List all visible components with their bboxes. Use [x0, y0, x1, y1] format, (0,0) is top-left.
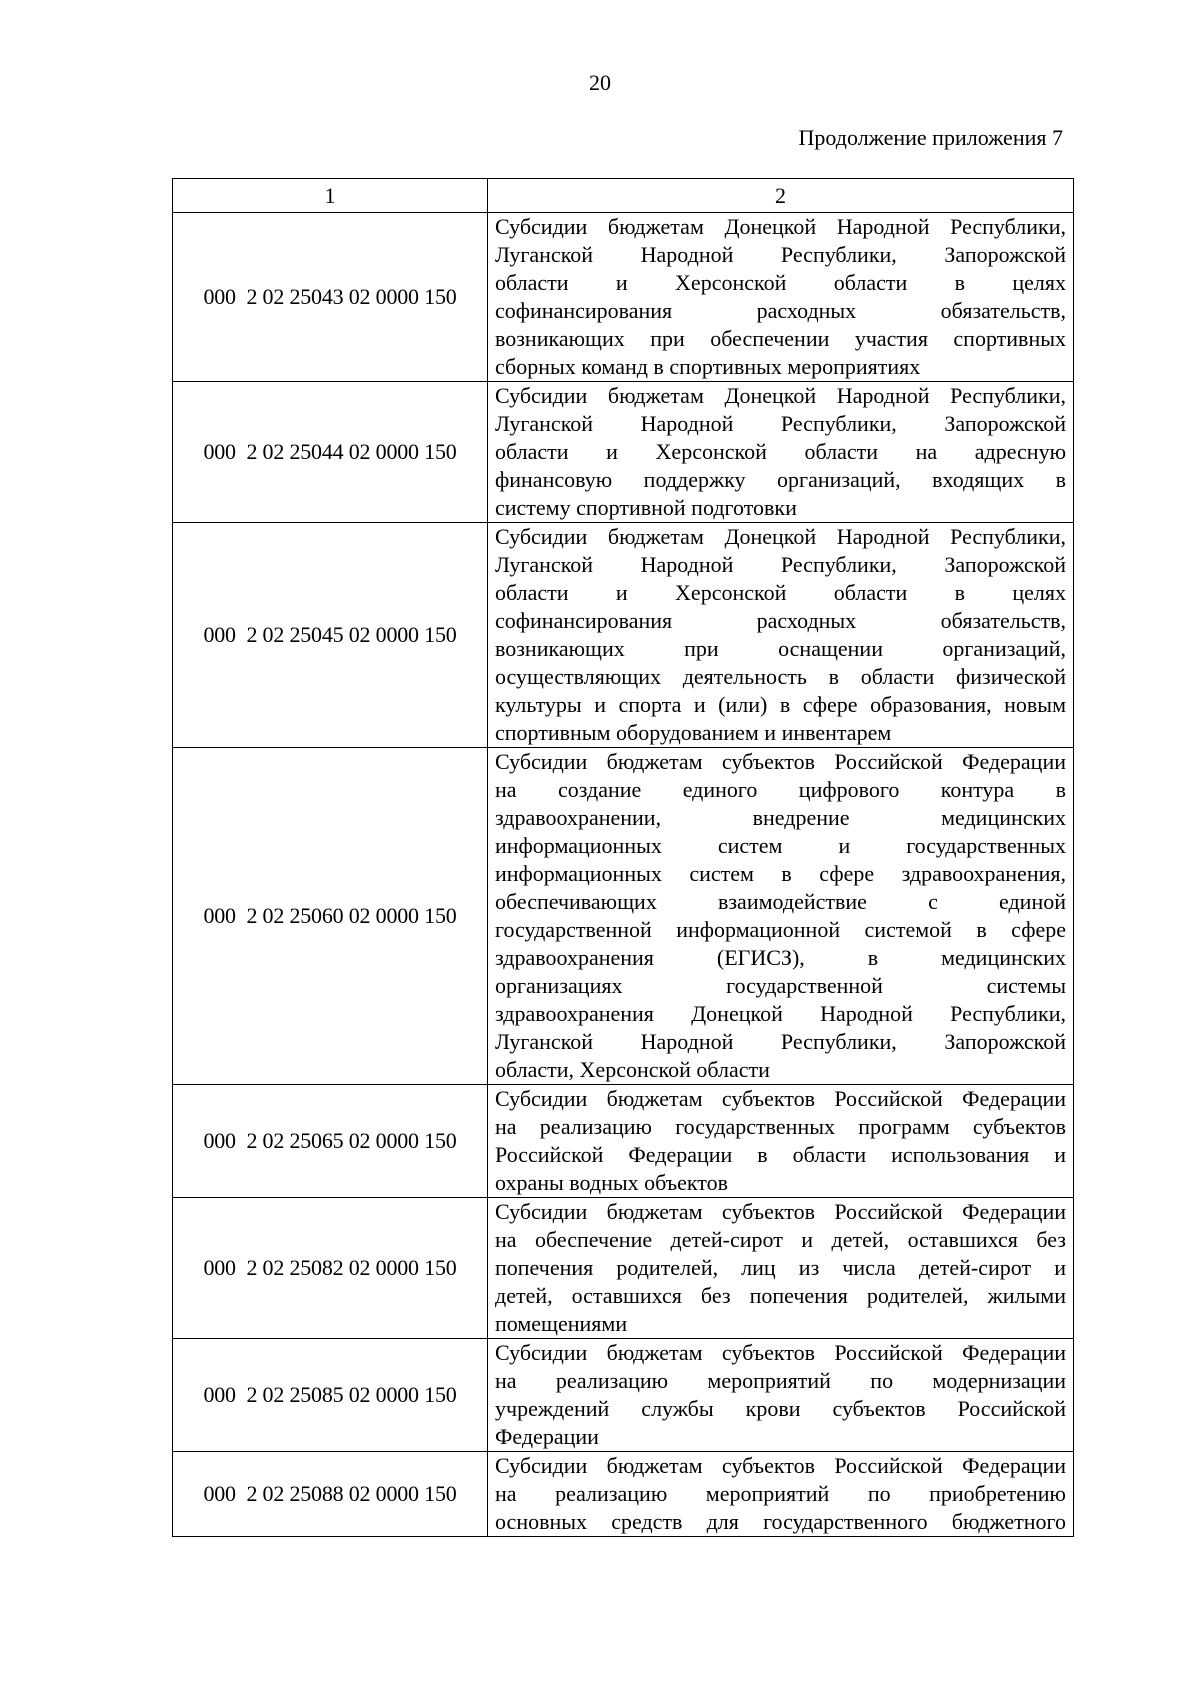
- budget-code-cell: 000 2 02 25043 02 0000 150: [173, 213, 488, 382]
- column-header-1: 1: [173, 179, 488, 213]
- description-line: области и Херсонской области в целях: [495, 580, 1066, 605]
- description-cell: [488, 1198, 1074, 1339]
- description-line: Субсидии бюджетам Донецкой Народной Республики,: [495, 214, 1066, 239]
- description-line: здравоохранения (ЕГИСЗ), в медицинских: [495, 945, 1066, 970]
- description-line: на реализацию мероприятий по модернизации: [495, 1368, 1066, 1393]
- description-line: на реализацию мероприятий по приобретению: [495, 1481, 1066, 1506]
- description-cell: [488, 1452, 1074, 1537]
- description-line: софинансирования расходных обязательств,: [495, 298, 1066, 323]
- description-line: на реализацию государственных программ субъектов: [495, 1114, 1066, 1139]
- description-cell: [488, 748, 1074, 1085]
- description-line: Субсидии бюджетам субъектов Российской Федерации: [495, 1453, 1066, 1478]
- column-header-2: 2: [488, 179, 1074, 213]
- description-cell: [488, 213, 1074, 382]
- description-line: помещениями: [495, 1311, 628, 1336]
- description-line: области и Херсонской области в целях: [495, 270, 1066, 295]
- description-cell: [488, 523, 1074, 748]
- description-line: здравоохранения Донецкой Народной Республики,: [495, 1001, 1066, 1026]
- description-line: финансовую поддержку организаций, входящих в: [495, 467, 1066, 492]
- description-line: на создание единого цифрового контура в: [495, 777, 1066, 802]
- description-line: Субсидии бюджетам субъектов Российской Федерации: [495, 1199, 1066, 1224]
- description-line: Субсидии бюджетам субъектов Российской Федерации: [495, 749, 1066, 774]
- description-cell: [488, 1339, 1074, 1452]
- description-line: обеспечивающих взаимодействие с единой: [495, 889, 1066, 914]
- description-line: сборных команд в спортивных мероприятиях: [495, 354, 921, 379]
- description-line: Российской Федерации в области использования и: [495, 1142, 1066, 1167]
- budget-code-cell: 000 2 02 25065 02 0000 150: [173, 1085, 488, 1198]
- description-line: осуществляющих деятельность в области физической: [495, 664, 1066, 689]
- description-line: систему спортивной подготовки: [495, 495, 797, 520]
- table-row: [173, 523, 1074, 748]
- description-cell: [488, 1085, 1074, 1198]
- description-line: охраны водных объектов: [495, 1170, 729, 1195]
- budget-classification-table: [172, 178, 1074, 1537]
- description-cell: [488, 382, 1074, 523]
- description-line: возникающих при обеспечении участия спортивных: [495, 326, 1066, 351]
- description-line: на обеспечение детей-сирот и детей, оставшихся без: [495, 1227, 1066, 1252]
- description-line: софинансирования расходных обязательств,: [495, 608, 1066, 633]
- page-number: 20: [589, 70, 611, 95]
- description-line: основных средств для государственного бюджетного: [495, 1509, 1066, 1534]
- description-line: информационных систем и государственных: [495, 833, 1066, 858]
- table-row: [173, 1198, 1074, 1339]
- description-line: Субсидии бюджетам субъектов Российской Федерации: [495, 1086, 1066, 1111]
- description-line: Луганской Народной Республики, Запорожской: [495, 552, 1066, 577]
- description-line: Субсидии бюджетам Донецкой Народной Республики,: [495, 524, 1066, 549]
- description-line: детей, оставшихся без попечения родителей, жилыми: [495, 1283, 1066, 1308]
- description-line: спортивным оборудованием и инвентарем: [495, 720, 892, 745]
- description-line: Луганской Народной Республики, Запорожской: [495, 1029, 1066, 1054]
- budget-code-cell: 000 2 02 25088 02 0000 150: [173, 1452, 488, 1537]
- description-line: Субсидии бюджетам субъектов Российской Федерации: [495, 1340, 1066, 1365]
- table-row: [173, 382, 1074, 523]
- budget-code-cell: 000 2 02 25082 02 0000 150: [173, 1198, 488, 1339]
- appendix-continuation-note: Продолжение приложения 7: [798, 125, 1063, 150]
- description-line: государственной информационной системой в сфере: [495, 917, 1066, 942]
- description-line: Луганской Народной Республики, Запорожской: [495, 411, 1066, 436]
- description-line: области и Херсонской области на адресную: [495, 439, 1066, 464]
- description-line: области, Херсонской области: [495, 1057, 770, 1082]
- description-line: попечения родителей, лиц из числа детей-сирот и: [495, 1255, 1066, 1280]
- budget-code-cell: 000 2 02 25085 02 0000 150: [173, 1339, 488, 1452]
- budget-code-cell: 000 2 02 25045 02 0000 150: [173, 523, 488, 748]
- table-body: [173, 213, 1074, 1537]
- description-line: культуры и спорта и (или) в сфере образования, новым: [495, 692, 1066, 717]
- table-row: [173, 1339, 1074, 1452]
- table-row: [173, 1452, 1074, 1537]
- table-row: [173, 748, 1074, 1085]
- description-line: Луганской Народной Республики, Запорожской: [495, 242, 1066, 267]
- budget-code-cell: 000 2 02 25044 02 0000 150: [173, 382, 488, 523]
- table-row: [173, 213, 1074, 382]
- description-line: возникающих при оснащении организаций,: [495, 636, 1066, 661]
- description-line: здравоохранении, внедрение медицинских: [495, 805, 1066, 830]
- description-line: организациях государственной системы: [495, 973, 1066, 998]
- description-line: информационных систем в сфере здравоохранения,: [495, 861, 1066, 886]
- table-header-row: [173, 179, 1074, 213]
- description-line: Федерации: [495, 1424, 599, 1449]
- budget-code-cell: 000 2 02 25060 02 0000 150: [173, 748, 488, 1085]
- table-row: [173, 1085, 1074, 1198]
- description-line: учреждений службы крови субъектов Российской: [495, 1396, 1066, 1421]
- description-line: Субсидии бюджетам Донецкой Народной Республики,: [495, 383, 1066, 408]
